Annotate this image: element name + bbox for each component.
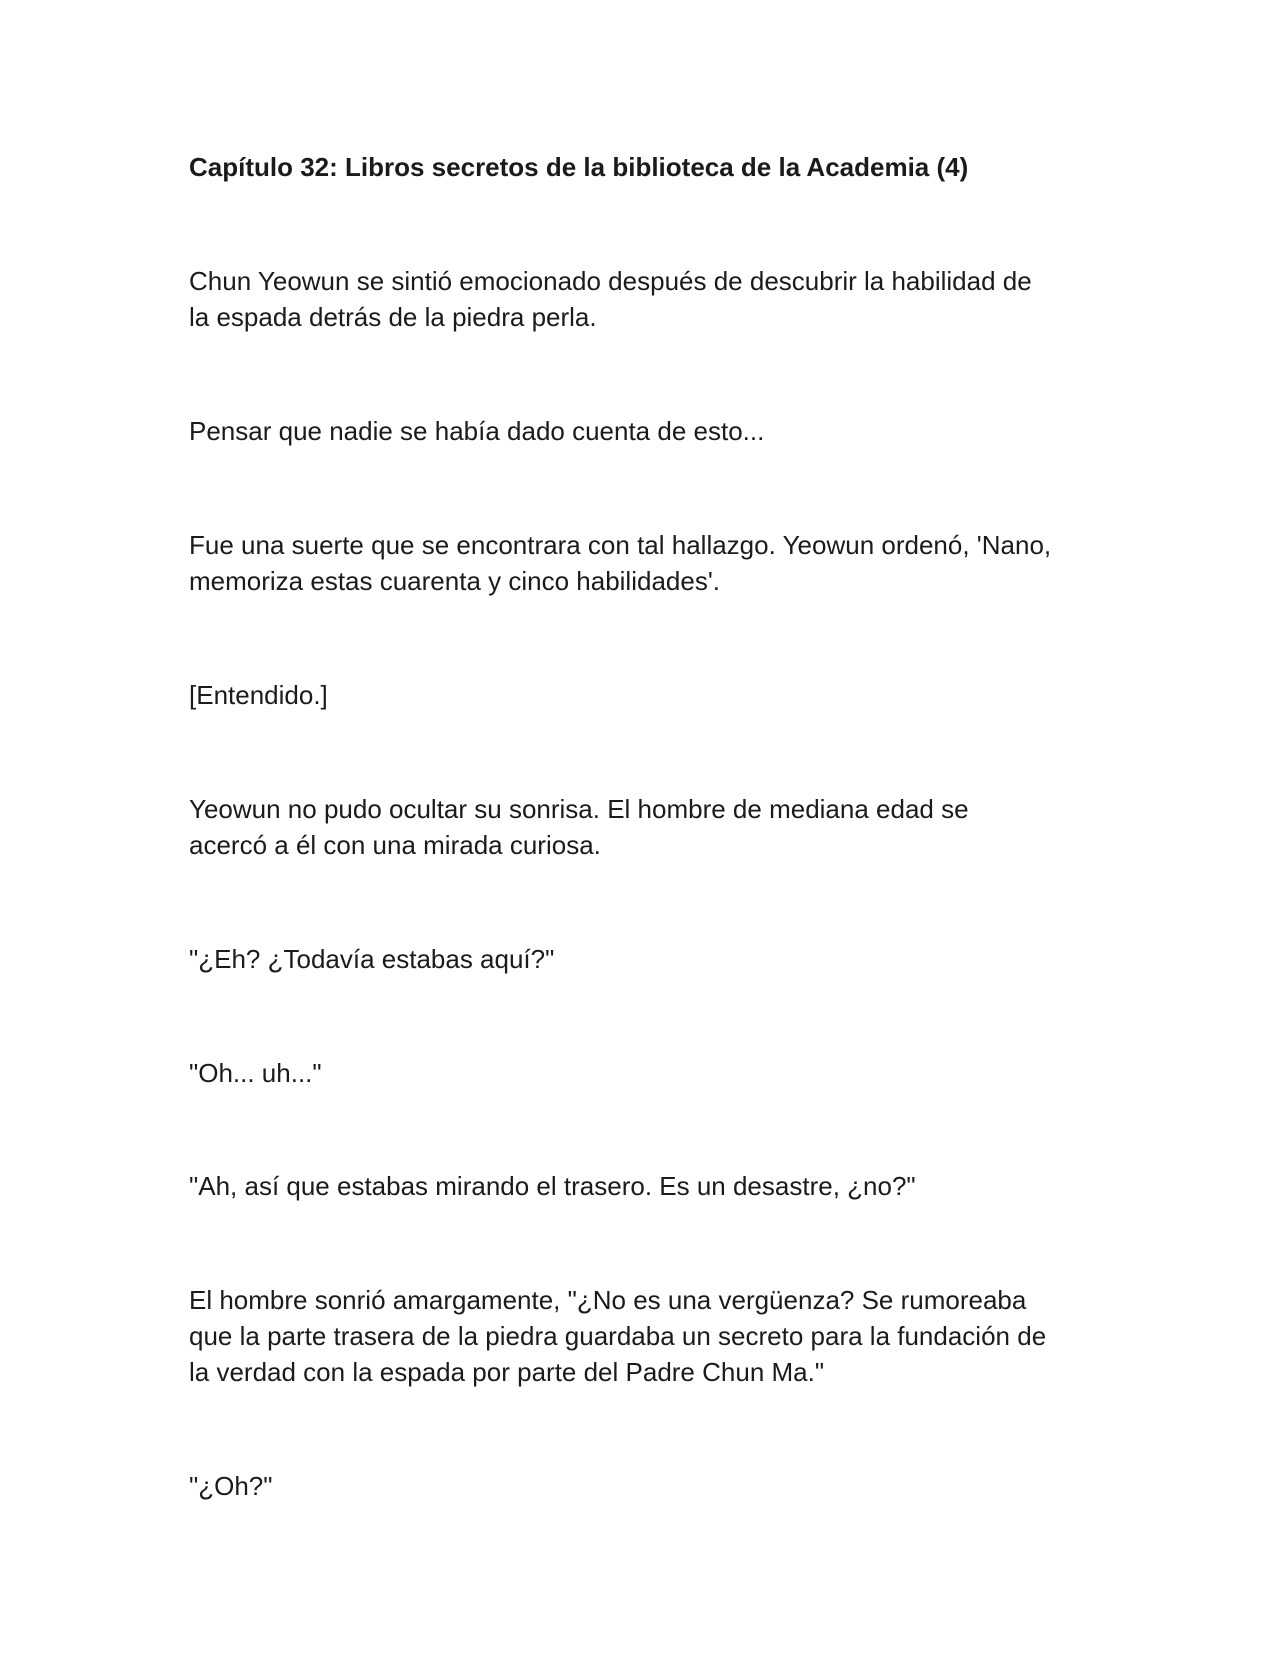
paragraph-line: que la parte trasera de la piedra guardaba un secreto para la fundación de — [189, 1321, 1047, 1351]
paragraph-line: "¿Oh?" — [189, 1471, 273, 1501]
paragraph-line: la espada detrás de la piedra perla. — [189, 302, 597, 332]
paragraph-line: memoriza estas cuarenta y cinco habilidades'. — [189, 566, 721, 596]
paragraph-line: Chun Yeowun se sintió emocionado después de descubrir la habilidad de — [189, 266, 1032, 296]
paragraph-5 — [189, 791, 1099, 863]
paragraph-1 — [189, 263, 1099, 335]
paragraph-6 — [189, 941, 1099, 977]
paragraph-line: "Oh... uh..." — [189, 1058, 322, 1088]
paragraph-3 — [189, 527, 1099, 599]
paragraph-line: Fue una suerte que se encontrara con tal hallazgo. Yeowun ordenó, 'Nano, — [189, 530, 1052, 560]
paragraph-line: acercó a él con una mirada curiosa. — [189, 830, 601, 860]
paragraph-2 — [189, 413, 1099, 449]
paragraph-10 — [189, 1468, 1099, 1504]
paragraph-line: El hombre sonrió amargamente, "¿No es una vergüenza? Se rumoreaba — [189, 1285, 1027, 1315]
paragraph-line: "¿Eh? ¿Todavía estabas aquí?" — [189, 944, 555, 974]
paragraph-7 — [189, 1055, 1099, 1091]
paragraph-line: la verdad con la espada por parte del Padre Chun Ma." — [189, 1357, 825, 1387]
paragraph-line: Pensar que nadie se había dado cuenta de esto... — [189, 416, 765, 446]
paragraph-line: [Entendido.] — [189, 680, 328, 710]
chapter-title: Capítulo 32: Libros secretos de la biblioteca de la Academia (4) — [189, 152, 969, 182]
paragraph-line: "Ah, así que estabas mirando el trasero. Es un desastre, ¿no?" — [189, 1171, 916, 1201]
paragraph-8 — [189, 1168, 1099, 1204]
paragraph-9 — [189, 1282, 1099, 1390]
paragraph-4 — [189, 677, 1099, 713]
paragraph-line: Yeowun no pudo ocultar su sonrisa. El hombre de mediana edad se — [189, 794, 969, 824]
